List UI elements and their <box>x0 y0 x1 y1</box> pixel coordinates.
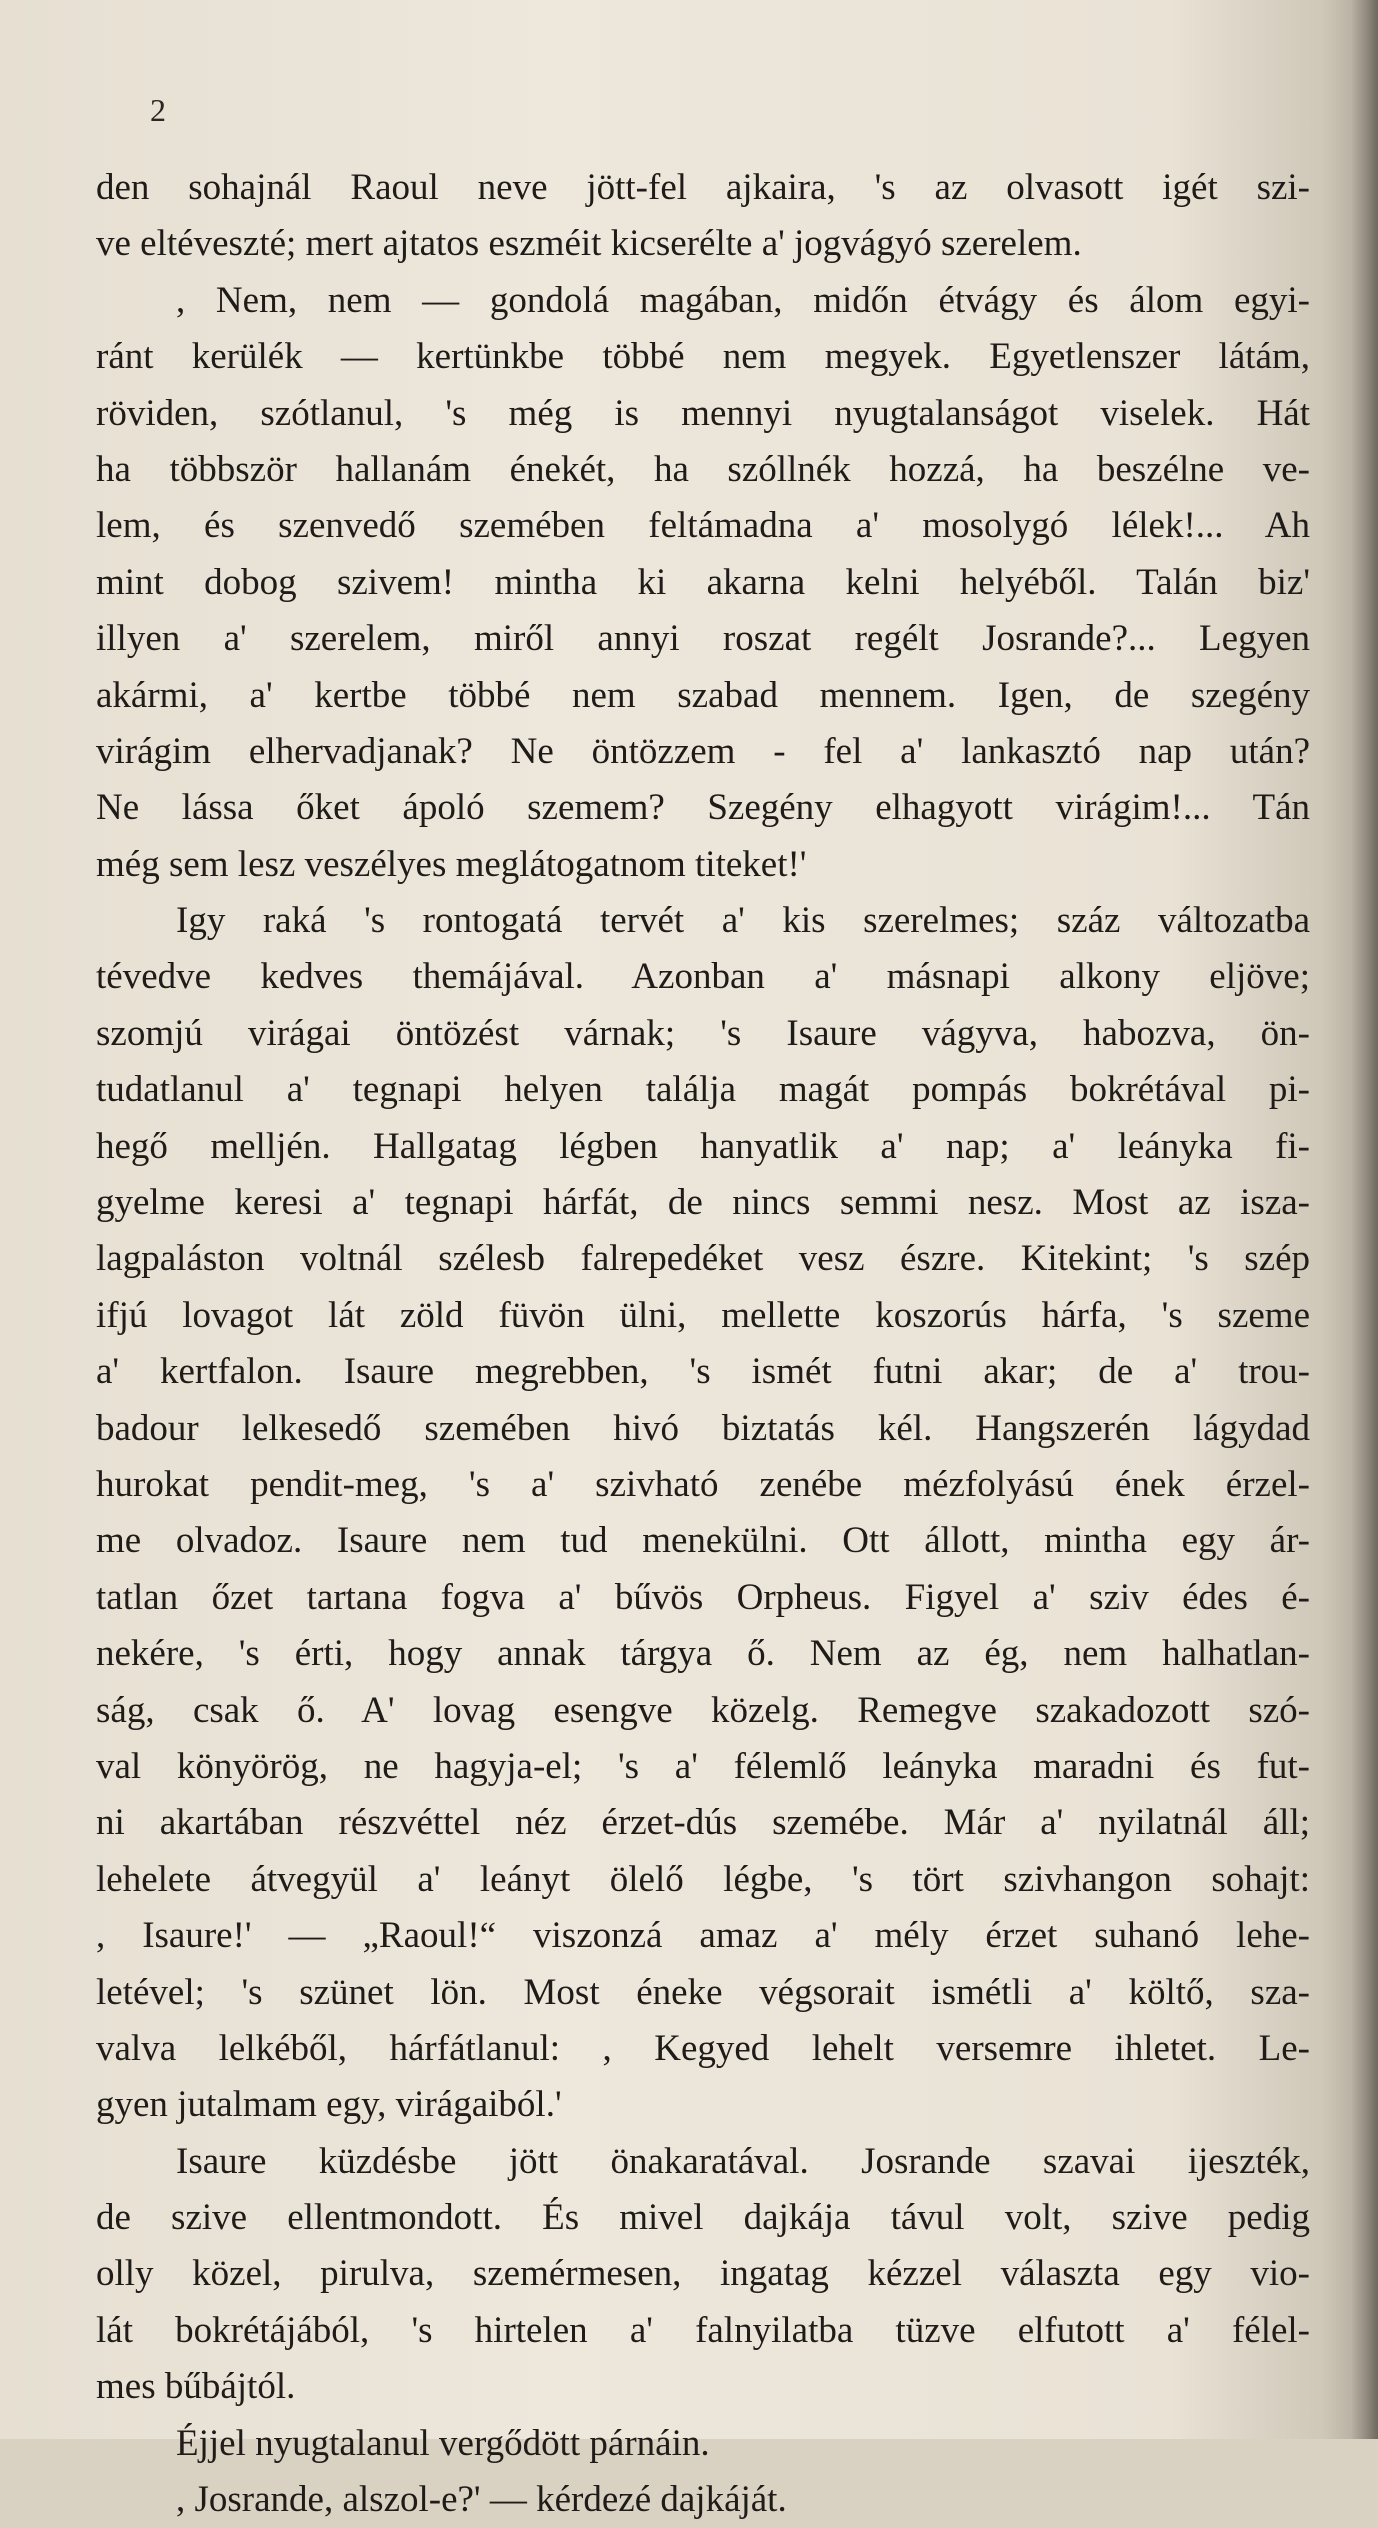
text-line: mint dobog szivem! mintha ki akarna kelni helyéből. Talán biz' <box>96 561 1310 603</box>
text-line: gyelme keresi a' tegnapi hárfát, de nincs semmi nesz. Most az isza- <box>96 1182 1310 1224</box>
text-line: , Josrande, alszol-e?' — kérdezé dajkáját. <box>176 2479 787 2521</box>
text-line: lagpaláston voltnál szélesb falrepedéket vesz észre. Kitekint; 's szép <box>96 1238 1310 1280</box>
text-line: , Nem, nem — gondolá magában, midőn étvágy és álom egyi- <box>176 279 1310 321</box>
text-line: Isaure küzdésbe jött önakaratával. Josrande szavai ijeszték, <box>176 2140 1310 2182</box>
text-line: badour lelkesedő szemében hivó biztatás kél. Hangszerén lágydad <box>96 1407 1310 1449</box>
text-line: tévedve kedves themájával. Azonban a' másnapi alkony eljöve; <box>96 956 1310 998</box>
text-line: ifjú lovagot lát zöld füvön ülni, mellette koszorús hárfa, 's szeme <box>96 1294 1310 1336</box>
text-line: mes bűbájtól. <box>96 2366 296 2408</box>
text-line: röviden, szótlanul, 's még is mennyi nyugtalanságot viselek. Hát <box>96 392 1310 434</box>
text-line: gyen jutalmam egy, virágaiból.' <box>96 2084 562 2126</box>
text-line: illyen a' szerelem, miről annyi roszat regélt Josrande?... Legyen <box>96 618 1310 660</box>
text-line: ránt kerülék — kertünkbe többé nem megyek. Egyetlenszer látám, <box>96 336 1310 378</box>
text-line: me olvadoz. Isaure nem tud menekülni. Ott állott, mintha egy ár- <box>96 1520 1310 1562</box>
text-line: hurokat pendit-meg, 's a' szivható zenébe mézfolyású ének érzel- <box>96 1463 1310 1505</box>
body-text <box>96 160 1310 2528</box>
page-number: 2 <box>150 92 166 128</box>
text-line: ha többször hallanám énekét, ha szóllnék hozzá, ha beszélne ve- <box>96 448 1310 490</box>
text-line: letével; 's szünet lön. Most éneke végsorait ismétli a' költő, sza- <box>96 1971 1310 2013</box>
text-line: tudatlanul a' tegnapi helyen találja magát pompás bokrétával pi- <box>96 1069 1310 1111</box>
text-line: val könyörög, ne hagyja-el; 's a' félemlő leányka maradni és fut- <box>96 1745 1310 1787</box>
text-line: Ne lássa őket ápoló szemem? Szegény elhagyott virágim!... Tán <box>96 787 1310 829</box>
text-line: den sohajnál Raoul neve jött-fel ajkaira, 's az olvasott igét szi- <box>96 167 1310 208</box>
text-line: nekére, 's érti, hogy annak tárgya ő. Nem az ég, nem halhatlan- <box>96 1633 1310 1675</box>
page-edge-shadow <box>1352 0 1378 2439</box>
text-line: lát bokrétájából, 's hirtelen a' falnyilatba tüzve elfutott a' félel- <box>96 2309 1310 2351</box>
text-line: szomjú virágai öntözést várnak; 's Isaure vágyva, habozva, ön- <box>96 1012 1310 1054</box>
text-line: hegő melljén. Hallgatag légben hanyatlik a' nap; a' leányka fi- <box>96 1125 1310 1167</box>
text-line: ni akartában részvéttel néz érzet-dús szemébe. Már a' nyilatnál áll; <box>96 1802 1310 1844</box>
text-line: valva lelkéből, hárfátlanul: , Kegyed lehelt versemre ihletet. Le- <box>96 2027 1310 2069</box>
text-line: Éjjel nyugtalanul vergődött párnáin. <box>176 2422 710 2464</box>
text-line: lem, és szenvedő szemében feltámadna a' mosolygó lélek!... Ah <box>96 505 1310 547</box>
text-line: ve eltéveszté; mert ajtatos eszméit kicserélte a' jogvágyó szerelem. <box>96 223 1082 265</box>
text-line: virágim elhervadjanak? Ne öntözzem - fel a' lankasztó nap után? <box>96 730 1310 772</box>
text-line: akármi, a' kertbe többé nem szabad mennem. Igen, de szegény <box>96 674 1310 716</box>
text-line: , Isaure!' — „Raoul!“ viszonzá amaz a' mély érzet suhanó lehe- <box>96 1915 1310 1957</box>
text-line: lehelete átvegyül a' leányt ölelő légbe, 's tört szivhangon sohajt: <box>96 1858 1310 1900</box>
text-line: tatlan őzet tartana fogva a' bűvös Orpheus. Figyel a' sziv édes é- <box>96 1576 1310 1618</box>
text-line: Igy raká 's rontogatá tervét a' kis szerelmes; száz változatba <box>176 900 1310 942</box>
text-line: de szive ellentmondott. És mivel dajkája távul volt, szive pedig <box>96 2197 1310 2239</box>
text-line: olly közel, pirulva, szemérmesen, ingatag kézzel választa egy vio- <box>96 2253 1310 2295</box>
text-line: még sem lesz veszélyes meglátogatnom titeket!' <box>96 843 807 885</box>
text-line: a' kertfalon. Isaure megrebben, 's ismét futni akar; de a' trou- <box>96 1351 1310 1393</box>
text-line: ság, csak ő. A' lovag esengve közelg. Remegve szakadozott szó- <box>96 1689 1310 1731</box>
